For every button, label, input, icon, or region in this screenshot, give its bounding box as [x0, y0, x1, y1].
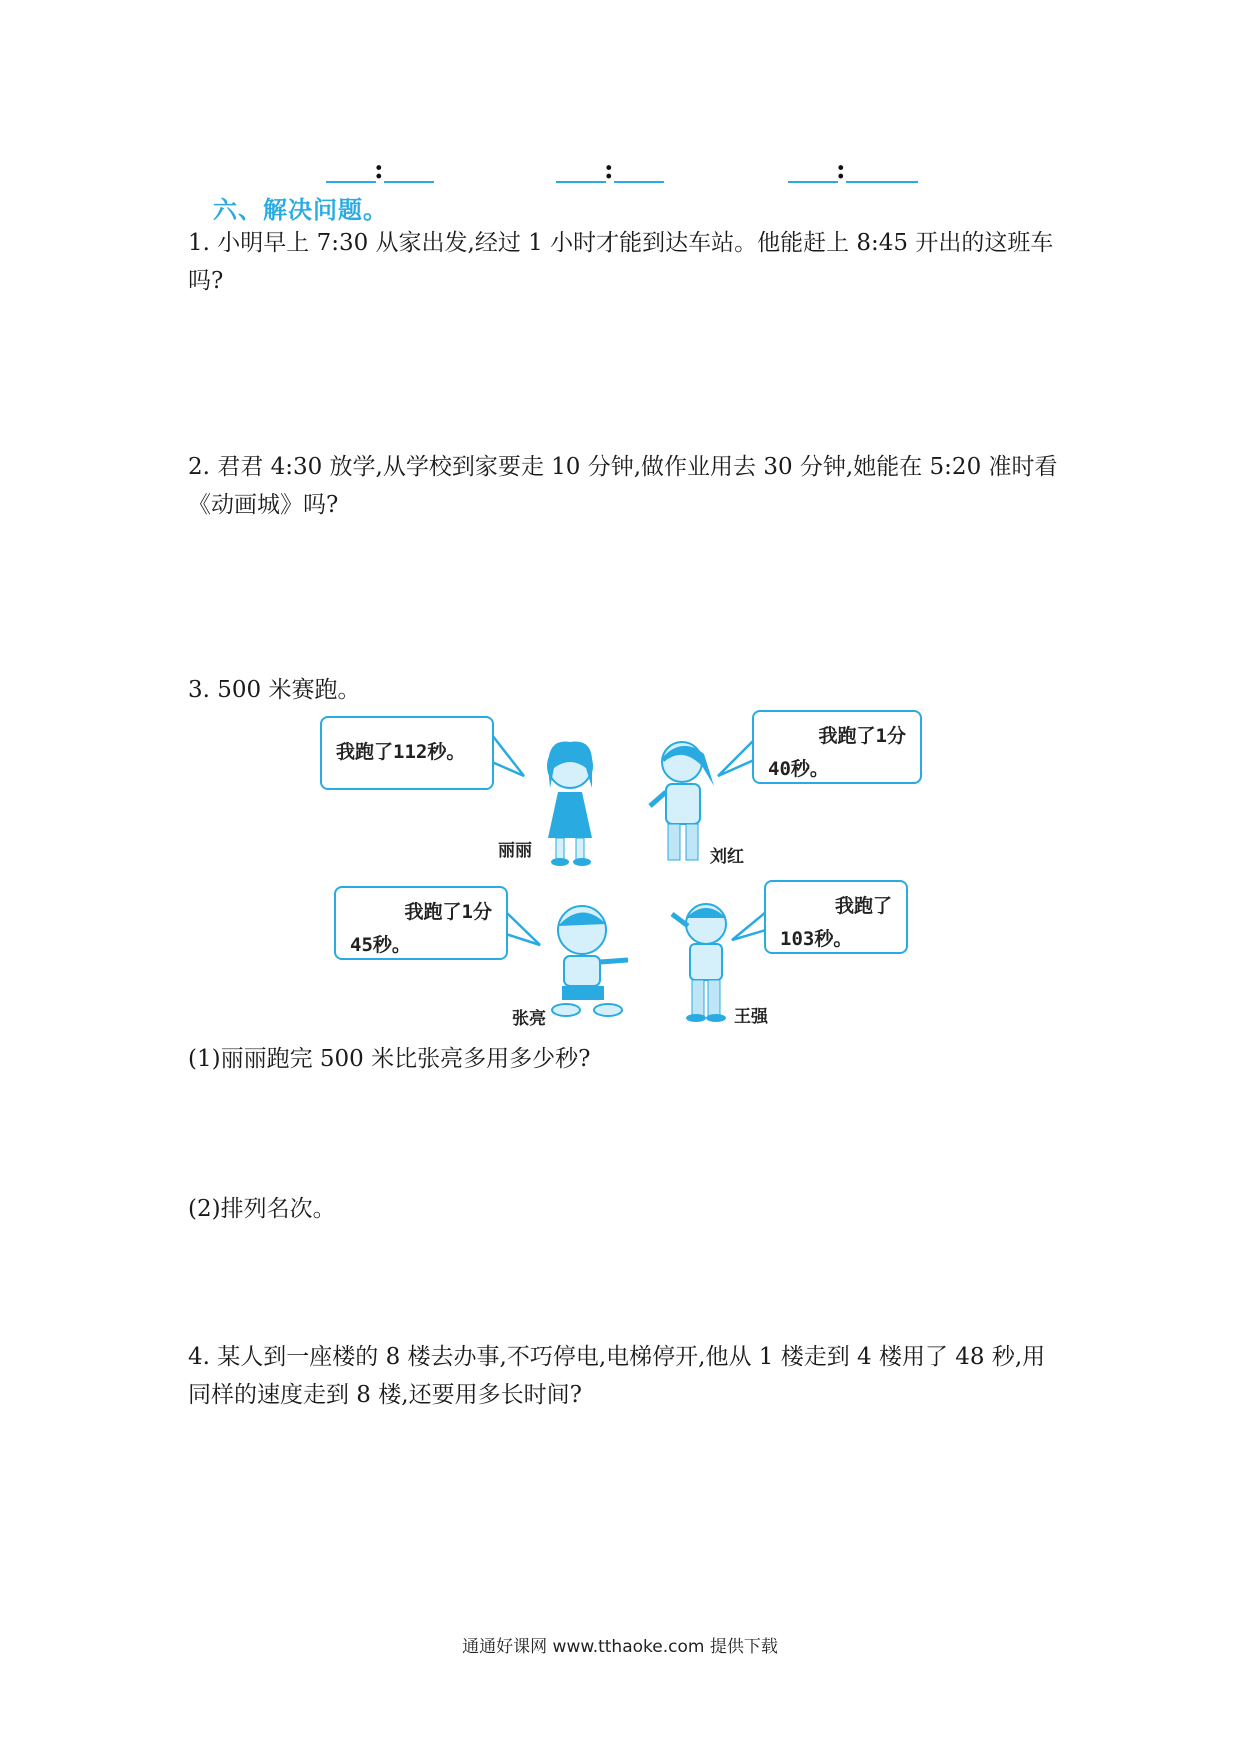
answer-blank[interactable] [614, 181, 664, 183]
bubble-text: 103秒。 [780, 928, 853, 950]
sub-question-1: (1)丽丽跑完 500 米比张亮多用多少秒? [188, 1046, 591, 1072]
zhangliang-figure-icon [544, 900, 644, 1020]
bubble-text: 我跑了1分 [818, 725, 906, 747]
bubble-text: 我跑了112秒。 [336, 741, 466, 763]
colon: : [836, 155, 846, 185]
bubble-text: 我跑了 [834, 895, 892, 917]
name-zhangliang: 张亮 [512, 1009, 546, 1029]
question-3: 3. 500 米赛跑。 [188, 677, 361, 703]
footer-credit: 通通好课网 www.tthaoke.com 提供下载 [462, 1637, 778, 1657]
lili-figure-icon [540, 738, 620, 868]
speech-bubble-wangqiang [764, 880, 908, 954]
answer-blank[interactable] [788, 181, 838, 183]
speech-bubble-zhangliang [334, 886, 508, 960]
bubble-tail [0, 0, 1, 1]
section-title: 六、解决问题。 [213, 195, 388, 224]
question-1: 1. 小明早上 7:30 从家出发,经过 1 小时才能到达车站。他能赶上 8:45 开出的这班车吗? [188, 230, 1054, 294]
answer-blank[interactable] [556, 181, 606, 183]
name-wangqiang: 王强 [734, 1007, 768, 1027]
colon: : [374, 155, 384, 185]
answer-blank[interactable] [384, 181, 434, 183]
answer-blank[interactable] [326, 181, 376, 183]
sub-question-2: (2)排列名次。 [188, 1196, 336, 1222]
name-liuhong: 刘红 [710, 847, 744, 867]
name-lili: 丽丽 [498, 841, 532, 861]
bubble-text: 40秒。 [768, 758, 829, 780]
colon: : [604, 155, 614, 185]
answer-blank[interactable] [846, 181, 918, 183]
speech-bubble-liuhong [752, 710, 922, 784]
bubble-text: 我跑了1分 [404, 901, 492, 923]
question-4: 4. 某人到一座楼的 8 楼去办事,不巧停电,电梯停开,他从 1 楼走到 4 楼用了 48 秒,用同样的速度走到 8 楼,还要用多长时间? [188, 1344, 1046, 1408]
speech-bubble-lili [320, 716, 494, 790]
question-2: 2. 君君 4:30 放学,从学校到家要走 10 分钟,做作业用去 30 分钟,她能在 5:20 准时看《动画城》吗? [188, 454, 1058, 518]
bubble-text: 45秒。 [350, 934, 411, 956]
